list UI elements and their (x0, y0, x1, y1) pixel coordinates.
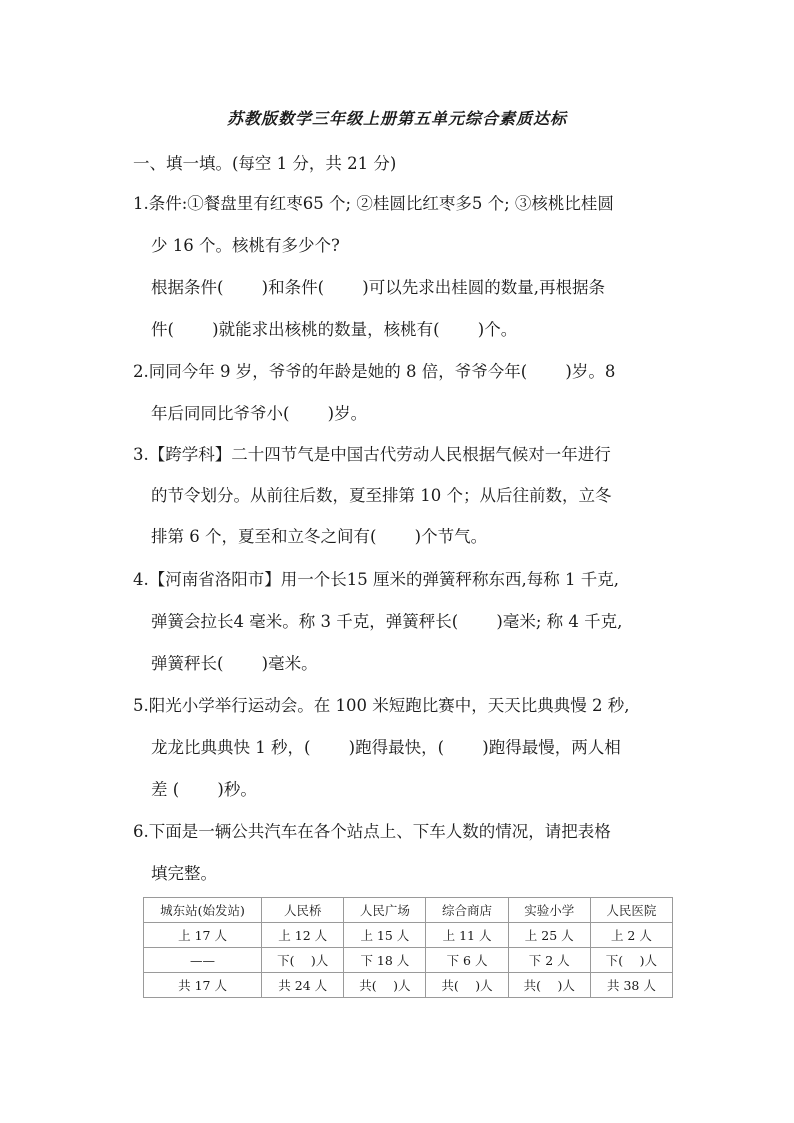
header-cell: 综合商店 (426, 898, 508, 923)
table-cell: 上 25 人 (508, 923, 590, 948)
table-cell: 上 15 人 (344, 923, 426, 948)
table-cell: —— (144, 948, 262, 973)
q1-line-2: 少 16 个。核桃有多少个? (151, 236, 340, 255)
q5-line-2: 龙龙比典典快 1 秒，( )跑得最快，( )跑得最慢，两人相 (151, 738, 621, 757)
table-row (144, 923, 673, 948)
header-cell: 实验小学 (508, 898, 590, 923)
table-cell: 下 6 人 (426, 948, 508, 973)
q3-line-1: 3.【跨学科】二十四节气是中国古代劳动人民根据气候对一年进行 (133, 445, 611, 464)
table-cell-blank[interactable]: 下( )人 (590, 948, 672, 973)
page-title: 苏教版数学三年级上册第五单元综合素质达标 (226, 109, 567, 128)
table-cell: 共 38 人 (590, 973, 672, 998)
table-cell: 上 11 人 (426, 923, 508, 948)
table-cell-blank[interactable]: 下( )人 (262, 948, 344, 973)
q2-line-1: 2.同同今年 9 岁，爷爷的年龄是她的 8 倍，爷爷今年( )岁。8 (133, 362, 616, 381)
table-cell: 上 2 人 (590, 923, 672, 948)
q3-line-2: 的节令划分。从前往后数，夏至排第 10 个；从后往前数，立冬 (151, 486, 612, 505)
q2-line-2: 年后同同比爷爷小( )岁。 (151, 404, 368, 423)
table-cell: 上 17 人 (144, 923, 262, 948)
header-cell: 人民医院 (590, 898, 672, 923)
table-cell-blank[interactable]: 共( )人 (426, 973, 508, 998)
q5-line-3: 差 ( )秒。 (151, 780, 257, 799)
q5-line-1: 5.阳光小学举行运动会。在 100 米短跑比赛中，天天比典典慢 2 秒, (133, 696, 630, 715)
q6-line-1: 6.下面是一辆公共汽车在各个站点上、下车人数的情况，请把表格 (133, 822, 611, 841)
q3-line-3: 排第 6 个，夏至和立冬之间有( )个节气。 (151, 527, 488, 546)
q1-line-4: 件( )就能求出核桃的数量，核桃有( )个。 (151, 320, 518, 339)
table-cell: 下 2 人 (508, 948, 590, 973)
header-cell: 人民桥 (262, 898, 344, 923)
q6-line-2: 填完整。 (151, 864, 217, 883)
table-cell: 共 17 人 (144, 973, 262, 998)
q1-line-1: 1.条件:①餐盘里有红枣65 个; ②桂圆比红枣多5 个; ③核桃比桂圆 (133, 194, 614, 213)
table-cell-blank[interactable]: 共( )人 (344, 973, 426, 998)
q4-line-1: 4.【河南省洛阳市】用一个长15 厘米的弹簧秤称东西,每称 1 千克, (133, 570, 619, 589)
table-cell: 下 18 人 (344, 948, 426, 973)
bus-passenger-table (143, 897, 673, 998)
table-row (144, 948, 673, 973)
header-cell: 城东站(始发站) (144, 898, 262, 923)
q1-line-3: 根据条件( )和条件( )可以先求出桂圆的数量,再根据条 (151, 278, 605, 297)
table-cell: 上 12 人 (262, 923, 344, 948)
table-row (144, 973, 673, 998)
table-cell-blank[interactable]: 共( )人 (508, 973, 590, 998)
table-cell: 共 24 人 (262, 973, 344, 998)
header-cell: 人民广场 (344, 898, 426, 923)
section-heading: 一、填一填。(每空 1 分，共 21 分) (133, 154, 397, 173)
q4-line-3: 弹簧秤长( )毫米。 (151, 654, 318, 673)
table-header-row (144, 898, 673, 923)
q4-line-2: 弹簧会拉长4 毫米。称 3 千克，弹簧秤长( )毫米; 称 4 千克, (151, 612, 623, 631)
